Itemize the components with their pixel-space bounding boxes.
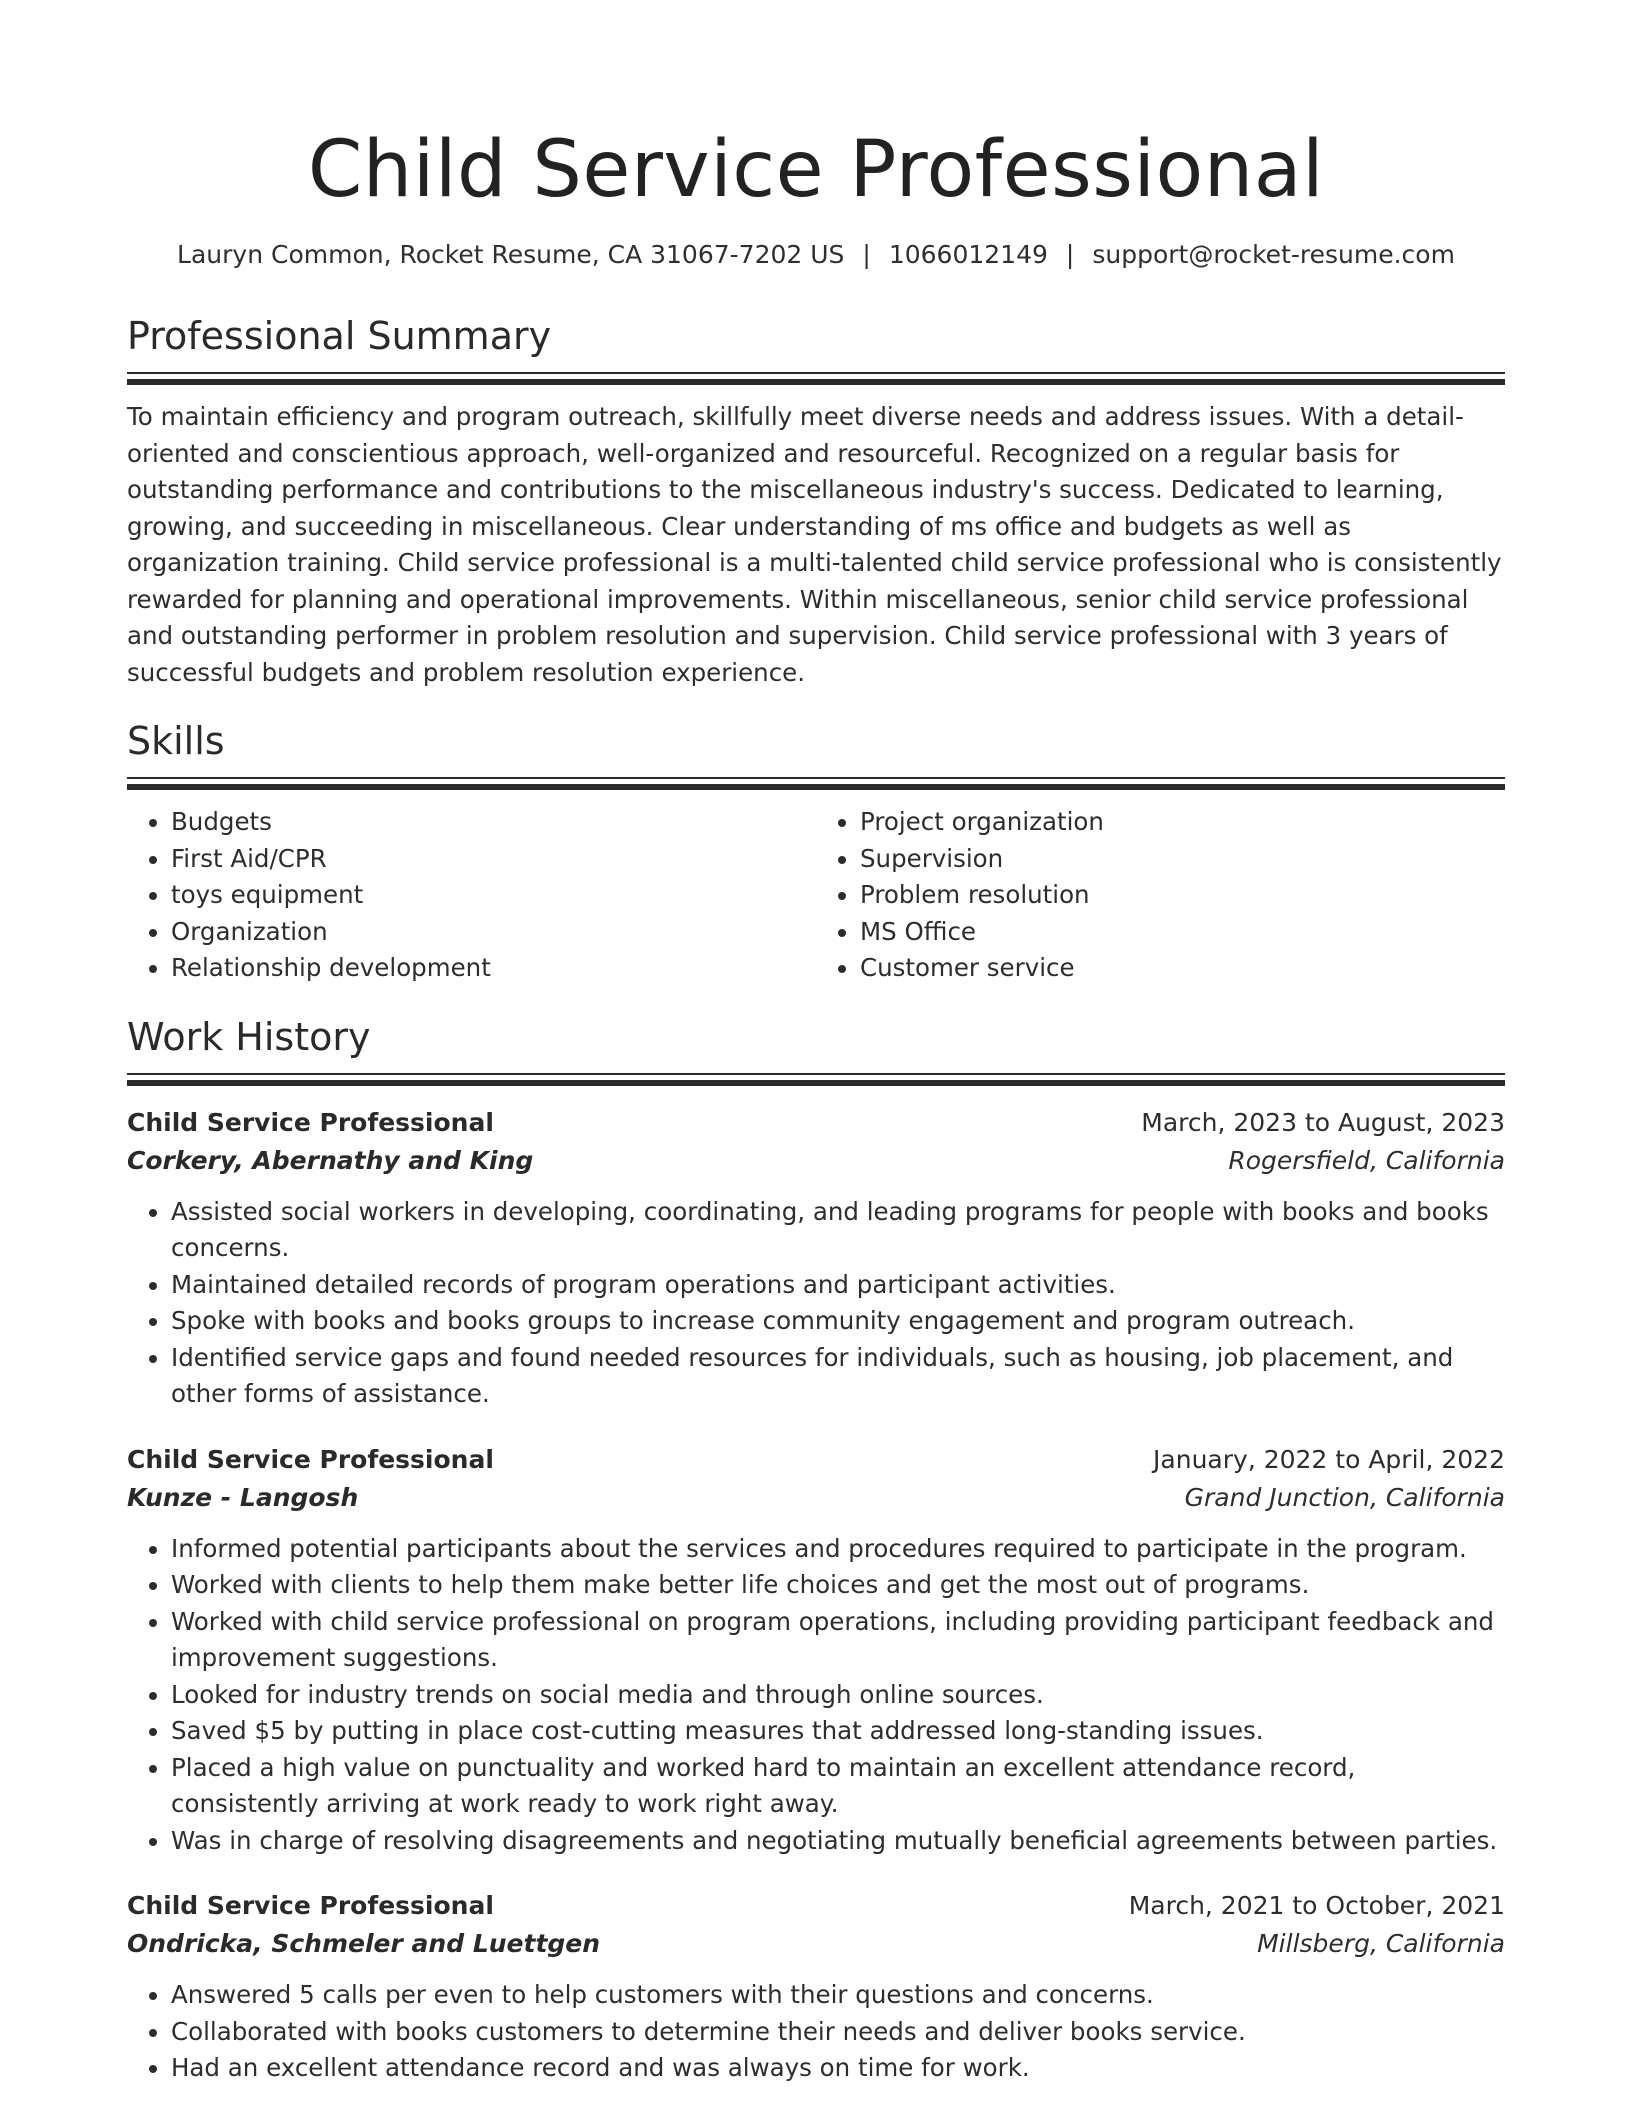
job-entry <box>127 1887 1505 2087</box>
job-company: Ondricka, Schmeler and Luettgen <box>127 1929 601 1958</box>
contact-line <box>127 238 1505 272</box>
section-divider <box>127 777 1505 790</box>
skill-item: • Supervision <box>860 841 1505 878</box>
skill-item: • Problem resolution <box>860 877 1505 914</box>
contact-separator: | <box>862 240 871 269</box>
contact-email: support@rocket-resume.com <box>1092 240 1455 269</box>
summary-text: To maintain efficiency and program outreach, skillfully meet diverse needs and address issues. With a detail-oriented and conscientious approach, well-organized and resourceful. Recognized on a regular basis for outstanding performance and contributions to the miscellaneous industry's success. Dedicated to learning, growing, and succeeding in miscellaneous. Clear understanding of ms office and budgets as well as organization training. Child service professional is a multi-talented child service professional who is consistently rewarded for planning and operational improvements. Within miscellaneous, senior child service professional and outstanding performer in problem resolution and supervision. Child service professional with 3 years of successful budgets and problem resolution experience. <box>127 402 1502 687</box>
section-divider <box>127 1073 1505 1086</box>
job-entry <box>127 1104 1505 1413</box>
duty-item: • Collaborated with books customers to determine their needs and deliver books service. <box>171 2014 1505 2051</box>
job-header <box>127 1441 1505 1479</box>
job-dates: March, 2023 to August, 2023 <box>1141 1107 1505 1137</box>
skill-item: • Budgets <box>171 804 816 841</box>
job-entry <box>127 1441 1505 1860</box>
skill-item: • Organization <box>171 914 816 951</box>
skills-heading: Skills <box>127 719 225 763</box>
job-duties <box>127 1531 1505 1860</box>
duty-item: • Was in charge of resolving disagreements and negotiating mutually beneficial agreements between parties. <box>171 1823 1505 1860</box>
job-header <box>127 1104 1505 1142</box>
job-location: Rogersfield, California <box>1228 1145 1505 1175</box>
job-location: Millsberg, California <box>1257 1929 1505 1958</box>
section-divider <box>127 372 1505 385</box>
job-title: Child Service Professional <box>127 1891 494 1920</box>
skill-item: • toys equipment <box>171 877 816 914</box>
job-company: Kunze - Langosh <box>127 1482 359 1512</box>
job-location: Grand Junction, California <box>1184 1482 1505 1512</box>
job-subheader <box>127 1479 1505 1517</box>
job-duties <box>127 1194 1505 1413</box>
job-subheader <box>127 1925 1505 1963</box>
job-header <box>127 1887 1505 1925</box>
duty-item: • Spoke with books and books groups to increase community engagement and program outreach. <box>171 1303 1505 1340</box>
duty-item: • Placed a high value on punctuality and worked hard to maintain an excellent attendance record, consistently arriving at work ready to work right away. <box>171 1750 1505 1823</box>
skill-item: • Customer service <box>860 950 1505 987</box>
duty-item: • Looked for industry trends on social media and through online sources. <box>171 1677 1505 1714</box>
job-dates: March, 2021 to October, 2021 <box>1128 1891 1505 1920</box>
contact-separator: | <box>1065 240 1075 269</box>
skills-column-right <box>816 804 1505 987</box>
skill-item: • MS Office <box>860 914 1505 951</box>
skills-list <box>127 804 1505 987</box>
duty-item: • Answered 5 calls per even to help customers with their questions and concerns. <box>171 1977 1505 2014</box>
skill-item: • Project organization <box>860 804 1505 841</box>
duty-item: • Assisted social workers in developing, coordinating, and leading programs for people with books and books concerns. <box>171 1194 1505 1267</box>
skill-item: • First Aid/CPR <box>171 841 816 878</box>
job-duties <box>127 1977 1505 2087</box>
duty-item: • Maintained detailed records of program operations and participant activities. <box>171 1267 1505 1304</box>
duty-item: • Had an excellent attendance record and was always on time for work. <box>171 2050 1505 2087</box>
contact-phone: 1066012149 <box>888 240 1048 269</box>
summary-heading: Professional Summary <box>127 314 552 358</box>
duty-item: • Identified service gaps and found needed resources for individuals, such as housing, job placement, and other forms of assistance. <box>171 1340 1505 1413</box>
duty-item: • Saved $5 by putting in place cost-cutting measures that addressed long-standing issues. <box>171 1713 1505 1750</box>
duty-item: • Worked with clients to help them make better life choices and get the most out of programs. <box>171 1567 1505 1604</box>
contact-address: Lauryn Common, Rocket Resume, CA 31067-7202 US <box>177 240 845 269</box>
work-history-heading: Work History <box>127 1014 371 1059</box>
skill-item: • Relationship development <box>171 950 816 987</box>
resume-name: Child Service Professional <box>307 125 1325 215</box>
job-title: Child Service Professional <box>127 1444 494 1474</box>
duty-item: • Worked with child service professional on program operations, including providing participant feedback and improvement suggestions. <box>171 1604 1505 1677</box>
job-subheader <box>127 1142 1505 1180</box>
job-dates: January, 2022 to April, 2022 <box>1153 1444 1505 1474</box>
skills-column-left <box>127 804 816 987</box>
job-title: Child Service Professional <box>127 1107 494 1137</box>
job-company: Corkery, Abernathy and King <box>127 1145 534 1175</box>
duty-item: • Informed potential participants about the services and procedures required to participate in the program. <box>171 1531 1505 1568</box>
